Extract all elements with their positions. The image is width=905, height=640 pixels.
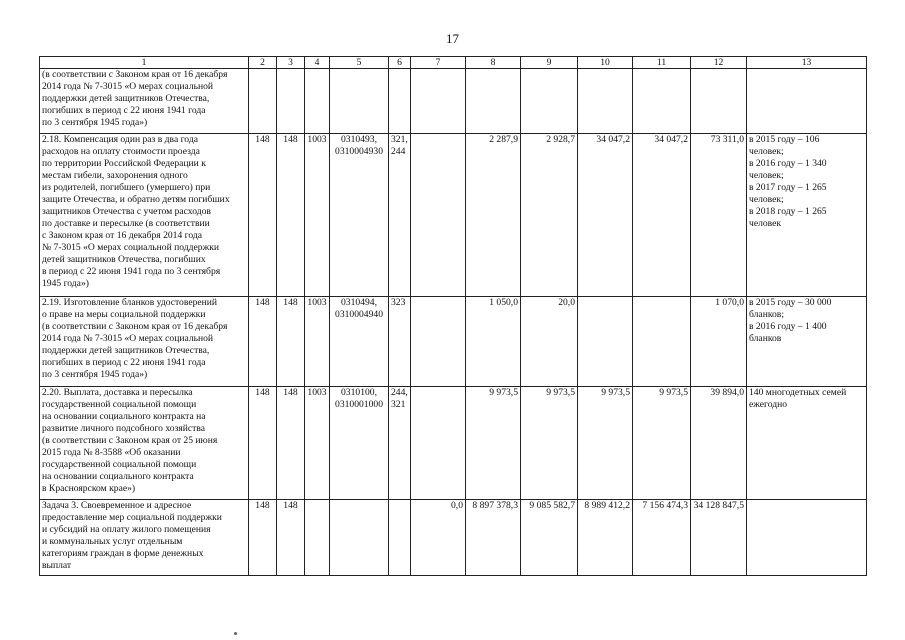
table-row: [40, 297, 867, 387]
cell-rzpr: 148: [277, 134, 305, 297]
cell-kcsr: [330, 69, 389, 134]
cell-col10: 8 989 412,2: [578, 500, 633, 576]
cell-col9: 20,0: [521, 297, 578, 387]
row-name: 2.20. Выплата, доставка и пересылка государственной социальной помощи на основании социального контракта на развитие личного подсобного хозяйства (в соответствии с Законом края от 25 июня 2015 года № 8-3588 «Об оказании государственной социальной помощи на основании социального контракта в Красноярском крае»): [40, 387, 249, 500]
header-cell: 13: [747, 57, 867, 69]
cell-col11: [633, 69, 691, 134]
cell-code: [305, 500, 330, 576]
cell-col12: 39 894,0: [691, 387, 747, 500]
header-cell: 5: [330, 57, 389, 69]
row-name: 2.19. Изготовление бланков удостоверений о праве на меры социальной поддержки (в соответствии с Законом края от 16 декабря 2014 года № 7-3015 «О мерах социальной поддержки детей защитников Отечества, погибших в период с 22 июня 1941 года по 3 сентября 1945 года»): [40, 297, 249, 387]
cell-col7: [411, 387, 466, 500]
cell-col10: 9 973,5: [578, 387, 633, 500]
cell-code: 1003: [305, 387, 330, 500]
cell-result: в 2015 году – 30 000 бланков; в 2016 году – 1 400 бланков: [747, 297, 867, 387]
cell-col9: 2 928,7: [521, 134, 578, 297]
cell-vr: [389, 500, 411, 576]
cell-col12: 1 070,0: [691, 297, 747, 387]
cell-vr: 323: [389, 297, 411, 387]
cell-col9: 9 973,5: [521, 387, 578, 500]
cell-code: 1003: [305, 297, 330, 387]
cell-col7: 0,0: [411, 500, 466, 576]
header-cell: 9: [521, 57, 578, 69]
cell-grbs: 148: [249, 297, 277, 387]
cell-vr: 244, 321: [389, 387, 411, 500]
cell-col12: [691, 69, 747, 134]
row-name: (в соответствии с Законом края от 16 декабря 2014 года № 7-3015 «О мерах социальной поддержки детей защитников Отечества, погибших в период с 22 июня 1941 года по 3 сентября 1945 года»): [40, 69, 249, 134]
cell-col10: 34 047,2: [578, 134, 633, 297]
cell-col7: [411, 69, 466, 134]
cell-kcsr: 0310494, 0310004940: [330, 297, 389, 387]
table-row: [40, 387, 867, 500]
cell-col8: 8 897 378,3: [466, 500, 521, 576]
header-cell: 2: [249, 57, 277, 69]
cell-col8: 9 973,5: [466, 387, 521, 500]
row-name: Задача 3. Своевременное и адресное предоставление мер социальной поддержки и субсидий на оплату жилого помещения и коммунальных услуг отдельным категориям граждан в форме денежных выплат: [40, 500, 249, 576]
table-row: [40, 69, 867, 134]
cell-vr: 321, 244: [389, 134, 411, 297]
cell-kcsr: 0310100, 0310001000: [330, 387, 389, 500]
table-row: [40, 500, 867, 576]
cell-rzpr: 148: [277, 500, 305, 576]
cell-grbs: [249, 69, 277, 134]
header-cell: 7: [411, 57, 466, 69]
cell-result: в 2015 году – 106 человек; в 2016 году – 1 340 человек; в 2017 году – 1 265 человек; в 2018 году – 1 265 человек: [747, 134, 867, 297]
cell-col7: [411, 134, 466, 297]
cell-rzpr: 148: [277, 297, 305, 387]
header-cell: 8: [466, 57, 521, 69]
cell-vr: [389, 69, 411, 134]
cell-col11: 34 047,2: [633, 134, 691, 297]
cell-col12: 73 311,0: [691, 134, 747, 297]
cell-col8: 1 050,0: [466, 297, 521, 387]
cell-grbs: 148: [249, 387, 277, 500]
cell-code: [305, 69, 330, 134]
cell-result: [747, 69, 867, 134]
cell-rzpr: [277, 69, 305, 134]
page-number: 17: [446, 31, 459, 46]
cell-rzpr: 148: [277, 387, 305, 500]
cell-kcsr: 0310493, 0310004930: [330, 134, 389, 297]
cell-grbs: 148: [249, 134, 277, 297]
header-cell: 6: [389, 57, 411, 69]
cell-col12: 34 128 847,5: [691, 500, 747, 576]
cell-col9: [521, 69, 578, 134]
table-row: [40, 134, 867, 297]
budget-table: [39, 56, 867, 576]
cell-col11: 7 156 474,3: [633, 500, 691, 576]
cell-result: [747, 500, 867, 576]
header-cell: 11: [633, 57, 691, 69]
header-cell: 10: [578, 57, 633, 69]
cell-col10: [578, 297, 633, 387]
header-cell: 12: [691, 57, 747, 69]
cell-col8: 2 287,9: [466, 134, 521, 297]
header-cell: 1: [40, 57, 249, 69]
row-name: 2.18. Компенсация один раз в два года расходов на оплату стоимости проезда по территории Российской Федерации к местам гибели, захоронения одного из родителей, погибшего (умершего) при защите Отечества, и обратно детям погибших защитников Отечества с учетом расходов по доставке и пересылке (в соответствии с Законом края от 16 декабря 2014 года № 7-3015 «О мерах социальной поддержки детей защитников Отечества, погибших в период с 22 июня 1941 года по 3 сентября 1945 года»): [40, 134, 249, 297]
scan-speck: [234, 632, 237, 635]
header-row: [40, 57, 867, 69]
header-cell: 3: [277, 57, 305, 69]
cell-kcsr: [330, 500, 389, 576]
header-cell: 4: [305, 57, 330, 69]
cell-result: 140 многодетных семей ежегодно: [747, 387, 867, 500]
cell-col9: 9 085 582,7: [521, 500, 578, 576]
cell-col10: [578, 69, 633, 134]
cell-code: 1003: [305, 134, 330, 297]
cell-grbs: 148: [249, 500, 277, 576]
cell-col11: 9 973,5: [633, 387, 691, 500]
cell-col7: [411, 297, 466, 387]
cell-col8: [466, 69, 521, 134]
cell-col11: [633, 297, 691, 387]
